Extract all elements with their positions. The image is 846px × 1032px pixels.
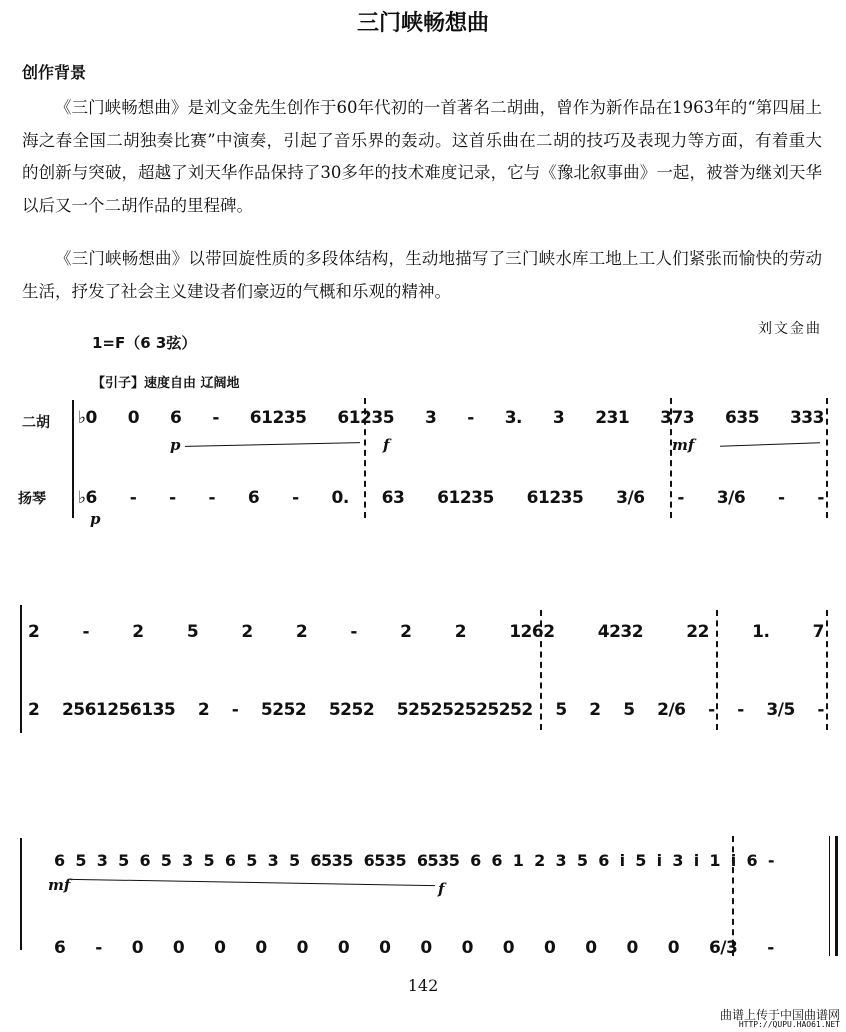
note-token: 61235 [249, 408, 307, 428]
note-token: - [817, 488, 824, 508]
note-token: 2 [589, 700, 601, 720]
note-token: 3 [555, 851, 567, 870]
note-token: 0 [172, 938, 185, 958]
note-token: 2 [241, 622, 253, 642]
note-token: 6 [224, 851, 236, 870]
note-token: 1 [512, 851, 524, 870]
dynamic-mark: f [383, 436, 390, 454]
note-token: 5 [186, 622, 199, 642]
note-token: - [212, 408, 219, 428]
barline [540, 610, 542, 730]
note-token: 6/3 [708, 938, 738, 958]
note-token: 0 [667, 938, 680, 958]
dynamic-mark: mf [672, 436, 695, 454]
note-token: 5252 [260, 700, 307, 720]
barline [826, 610, 828, 730]
barline [670, 398, 672, 518]
note-token: 1. [752, 622, 770, 642]
note-token: i [730, 851, 736, 870]
barline [716, 610, 718, 730]
note-token: 6 [54, 851, 65, 870]
note-token: 5 [635, 851, 646, 870]
note-token: 0. [331, 488, 349, 508]
crescendo-hairpin [70, 879, 435, 886]
note-token: 5 [160, 851, 172, 870]
note-token: 5 [203, 851, 215, 870]
note-token: 61235 [337, 408, 395, 428]
note-token: 5252 [328, 700, 375, 720]
note-token: 63 [381, 488, 405, 508]
note-token: 3 [267, 851, 279, 870]
note-token: - [767, 851, 774, 870]
note-token: 0 [131, 938, 144, 958]
note-token: - [231, 700, 239, 720]
dynamic-mark: p [170, 436, 181, 454]
note-token: 5 [118, 851, 129, 870]
note-token: 6535 [310, 851, 353, 870]
erhu-staff [28, 612, 824, 642]
instrument-label-yangqin: 扬琴 [18, 491, 46, 507]
note-token: 6 [54, 938, 66, 958]
note-token: 0 [461, 938, 473, 958]
note-token: - [708, 700, 715, 720]
note-token: 6535 [363, 851, 407, 870]
erhu-staff [54, 840, 774, 870]
note-token: 6 [491, 851, 503, 870]
note-token: - [350, 622, 357, 642]
note-token: 3 [552, 408, 565, 428]
dynamic-mark: f [438, 880, 445, 898]
note-token: 2 [132, 622, 144, 642]
note-token: 3/5 [766, 700, 795, 720]
note-token: 231 [595, 408, 630, 428]
dynamic-mark: p [90, 510, 101, 528]
note-token: 373 [660, 408, 695, 428]
note-token: 0 [420, 938, 432, 958]
note-token: 0 [127, 408, 140, 428]
note-token: 3/6 [716, 488, 746, 508]
note-token: 0 [626, 938, 638, 958]
staff-brace [20, 605, 22, 733]
key-signature: 1=F（6 3弦） [92, 334, 197, 352]
note-token: - [677, 488, 684, 508]
note-token: 6 [170, 408, 182, 428]
note-token: 0 [296, 938, 308, 958]
note-token: 6 [746, 851, 758, 870]
section-heading: 创作背景 [22, 63, 87, 82]
note-token: - [292, 488, 299, 508]
note-token: 0 [502, 938, 515, 958]
page-number: 142 [407, 976, 439, 995]
watermark-text: 曲谱上传于中国曲谱网 [719, 1008, 840, 1022]
note-token: 2 [28, 700, 40, 720]
dynamic-mark: mf [48, 876, 71, 894]
note-token: 6 [247, 488, 260, 508]
note-token: - [817, 700, 824, 720]
note-token: 0 [379, 938, 391, 958]
note-token: 6535 [416, 851, 460, 870]
note-token: 2/6 [657, 700, 686, 720]
note-token: 5 [555, 700, 567, 720]
yangqin-staff [28, 690, 824, 720]
note-token: 5 [576, 851, 588, 870]
note-token: 1262 [509, 622, 555, 642]
note-token: - [82, 622, 90, 642]
barline [732, 836, 734, 956]
note-token: 635 [725, 408, 760, 428]
note-token: 61235 [526, 488, 584, 508]
note-token: 5 [75, 851, 86, 870]
composer-credit: 刘文金曲 [758, 321, 822, 337]
note-token: 4232 [597, 622, 644, 642]
note-token: 2 [454, 622, 467, 642]
note-token: 3 [672, 851, 683, 870]
note-token: 2 [400, 622, 412, 642]
hairpin [720, 442, 820, 446]
note-token: i [619, 851, 625, 870]
paragraph: 《三门峡畅想曲》是刘文金先生创作于60年代初的一首著名二胡曲，曾作为新作品在1963年的“第四届上海之春全国二胡独奏比赛”中演奏，引起了音乐界的轰动。这首乐曲在二胡的技巧及表现力等方面，有着重大的创新与突破，超越了刘天华作品保持了30多年的技术难度记录，它与《豫北叙事曲》一起，被誉为继刘天华以后又一个二胡作品的里程碑。 [22, 98, 822, 215]
note-token: - [778, 488, 785, 508]
note-token: - [737, 700, 744, 720]
note-token: 333 [789, 408, 824, 428]
barline [826, 398, 828, 518]
erhu-staff [78, 398, 824, 428]
note-token: - [208, 488, 216, 508]
note-token: - [95, 938, 102, 958]
note-token: 6 [598, 851, 609, 870]
barline [364, 398, 366, 518]
crescendo-hairpin [185, 442, 360, 447]
paragraph: 《三门峡畅想曲》以带回旋性质的多段体结构，生动地描写了三门峡水库工地上工人们紧张而愉快的劳动生活，抒发了社会主义建设者们豪迈的气概和乐观的精神。 [22, 249, 822, 301]
note-token: 0 [544, 938, 556, 958]
note-token: 3 [96, 851, 108, 870]
yangqin-staff [54, 928, 774, 958]
note-token: 0 [255, 938, 267, 958]
tempo-marking: 【引子】速度自由 辽阔地 [92, 376, 240, 391]
watermark-url: HTTP://QUPU.HAO61.NET [738, 1020, 840, 1029]
note-token: 6 [470, 851, 481, 870]
staff-brace [20, 838, 22, 950]
note-token: ♭0 [78, 408, 97, 428]
note-token: 0 [337, 938, 350, 958]
note-token: 525252525252 [396, 700, 533, 720]
note-token: - [169, 488, 176, 508]
note-token: 5 [246, 851, 257, 870]
note-token: 0 [585, 938, 597, 958]
note-token: 5 [288, 851, 300, 870]
note-token: 3. [504, 408, 522, 428]
note-token: i [693, 851, 699, 870]
note-token: 2 [197, 700, 210, 720]
note-token: 3 [182, 851, 193, 870]
note-token: 0 [214, 938, 226, 958]
instrument-label-erhu: 二胡 [22, 415, 50, 431]
note-token: 2561256135 [61, 700, 176, 720]
note-token: 2 [534, 851, 545, 870]
page-title: 三门峡畅想曲 [356, 11, 489, 36]
note-token: 1 [709, 851, 721, 870]
note-token: 6 [139, 851, 151, 870]
note-token: - [129, 488, 137, 508]
note-token: 61235 [437, 488, 494, 508]
note-token: 3 [424, 408, 437, 428]
note-token: 5 [623, 700, 635, 720]
note-token: 3/6 [616, 488, 645, 508]
note-token: - [467, 408, 474, 428]
final-barline [829, 836, 838, 956]
yangqin-staff [78, 478, 824, 508]
note-token: 22 [686, 622, 709, 642]
note-token: 2 [295, 622, 308, 642]
note-token: i [656, 851, 662, 870]
note-token: ♭6 [78, 488, 97, 508]
note-token: 7 [812, 622, 824, 642]
staff-brace [72, 400, 74, 518]
note-token: - [767, 938, 774, 958]
note-token: 2 [28, 622, 40, 642]
